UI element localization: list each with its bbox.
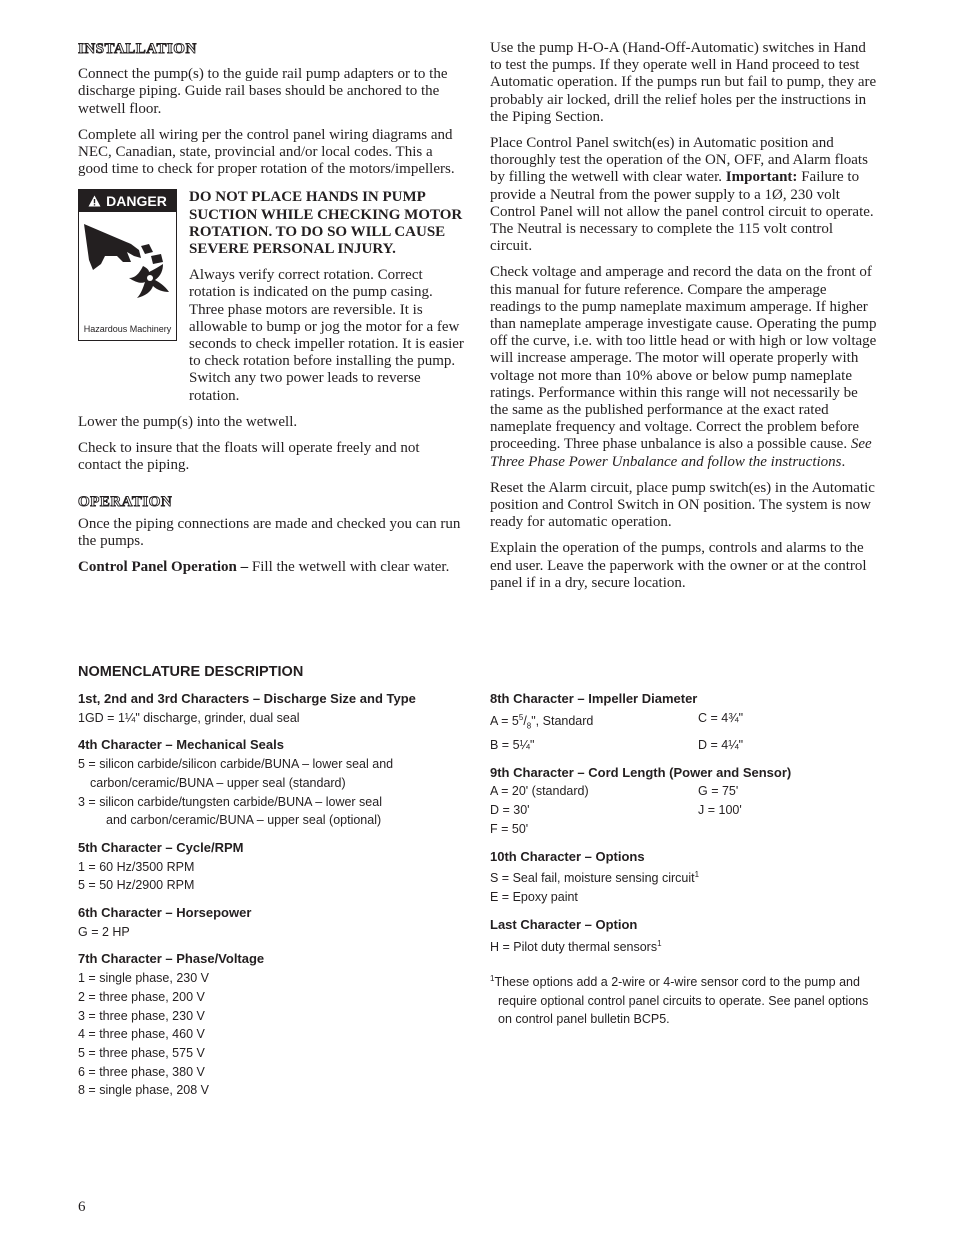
- char-8-group: 8th Character – Impeller Diameter $A = 5^5/_8$", Standard C = 4¾" B = 5¼" D = 4¼": [490, 690, 880, 755]
- char-5-group: 5th Character – Cycle/RPM 1 = 60 Hz/3500 RPM 5 = 50 Hz/2900 RPM: [78, 839, 473, 895]
- operation-paragraph-2: [78, 559, 466, 576]
- hand-impeller-icon: [79, 212, 176, 314]
- char-9-heading: 9th Character – Cord Length (Power and Sensor): [490, 764, 792, 780]
- last-char-heading: Last Character – Option: [490, 916, 638, 932]
- char-1-3-group: 1st, 2nd and 3rd Characters – Discharge Size and Type 1GD = 1¼" discharge, grinder, dual seal: [78, 690, 473, 727]
- control-panel-operation-label: Control Panel Operation –: [78, 559, 249, 576]
- danger-section: [78, 189, 466, 404]
- reset-paragraph: Reset the Alarm circuit, place pump switch(es) in the Automatic position and Control Switch in ON position. The system is now ready for automatic operation.: [490, 479, 875, 531]
- important-label: Important:: [725, 169, 798, 186]
- footnote: $^1$These options add a 2-wire or 4-wire sensor cord to the pump and require optional control panel circuits to operate. See panel options on control panel bulletin BCP5.: [490, 974, 869, 1027]
- nomenclature-left: [78, 690, 473, 1109]
- danger-caption: Hazardous Machinery: [83, 323, 172, 334]
- char-1-3-heading: 1st, 2nd and 3rd Characters – Discharge Size and Type: [78, 691, 416, 706]
- explain-paragraph: Explain the operation of the pumps, controls and alarms to the end user. Leave the paperwork with the owner or at the control panel if in a dry, secure location.: [490, 540, 867, 591]
- install-paragraph-1: Connect the pump(s) to the guide rail pump adapters or to the discharge piping. Guide rail bases should be anchored to the wetwell floor.: [78, 66, 448, 117]
- installation-heading: INSTALLATION: [78, 41, 197, 57]
- left-column: [78, 41, 466, 576]
- control-panel-operation-text: Fill the wetwell with clear water.: [248, 559, 450, 576]
- danger-bar: [79, 190, 176, 212]
- char-4-group: 4th Character – Mechanical Seals 5 = silicon carbide/silicon carbide/BUNA – lower seal and carbon/ceramic/BUNA – upper seal (standard) 3 = silicon carbide/tungsten carbide/BUNA – lower seal and carbon/ceramic/BUNA – upper seal (optional): [78, 736, 473, 830]
- char-9-group: 9th Character – Cord Length (Power and Sensor) A = 20' (standard) G = 75' D = 30' J = 100' F = 50': [490, 764, 880, 839]
- char-7-heading: 7th Character – Phase/Voltage: [78, 951, 265, 967]
- nomenclature-right: [490, 690, 880, 1028]
- danger-sign: [78, 189, 177, 341]
- install-paragraph-3: Lower the pump(s) into the wetwell.: [78, 413, 298, 430]
- list-item: 3 = three phase, 230 V: [78, 1008, 205, 1023]
- right-column: [490, 40, 878, 592]
- voltage-paragraph: Check voltage and amperage and record the data on the front of this manual for future reference. Compare the amperage readings to the pump nameplate maximum amperage. If higher than nameplate amperage investigate cause. Operating the pump off the curve, i.e. with too little head or with high or low voltage will increase amperage. The motor will operate properly with voltage not more than 10% above or below pump nameplate ratings. Performance within this range will not necessarily be the same as the published performance at the exact rated nameplate frequency and voltage. Correct the problem before proceeding. Three phase unbalance is also a possible cause. See Three Phase Power Unbalance and follow the instructions.: [490, 264, 877, 470]
- list-item: 8 = single phase, 208 V: [78, 1083, 209, 1098]
- operation-heading: OPERATION: [78, 494, 173, 511]
- char-10-group: 10th Character – Options S = Seal fail, moisture sensing circuit$^1$ E = Epoxy paint: [490, 848, 880, 907]
- char-6-group: 6th Character – Horsepower G = 2 HP: [78, 904, 473, 941]
- char-5-heading: 5th Character – Cycle/RPM: [78, 839, 244, 855]
- unbalance-reference: See Three Phase Power Unbalance and follow the instructions: [490, 436, 872, 470]
- nomenclature-title: NOMENCLATURE DESCRIPTION: [78, 664, 304, 680]
- install-paragraph-2: Complete all wiring per the control panel wiring diagrams and NEC, Canadian, state, provincial and/or local codes. This a good time to check for proper rotation of the motors/impellers.: [78, 126, 455, 178]
- char-7-group: [78, 950, 473, 1100]
- hoa-paragraph: Use the pump H-O-A (Hand-Off-Automatic) switches in Hand to test the pumps. If they operate well in Hand proceed to test Automatic operation. If the pumps run but fail to pump, they are probably air locked, drill the relief holes per the instructions in the Piping Section.: [490, 40, 877, 125]
- list-item: 6 = three phase, 380 V: [78, 1064, 205, 1079]
- danger-text-block: [189, 189, 466, 404]
- char-8-heading: 8th Character – Impeller Diameter: [490, 691, 698, 706]
- char-10-heading: 10th Character – Options: [490, 848, 645, 864]
- list-item: 1 = single phase, 230 V: [78, 971, 209, 986]
- control-panel-paragraph: Place Control Panel switch(es) in Automatic position and thoroughly test the operation of the ON, OFF, and Alarm floats by filling the wetwell with clear water. Important: Failure to provide a Neutral from the power supply to a 1Ø, 230 volt Control Panel will not allow the panel control circuit to operate. The Neutral is necessary to complete the 115 volt control circuit.: [490, 135, 874, 255]
- list-item: 2 = three phase, 200 V: [78, 989, 205, 1004]
- last-char-group: Last Character – Option H = Pilot duty thermal sensors$^1$: [490, 916, 880, 957]
- danger-label: DANGER: [106, 192, 167, 209]
- operation-paragraph-1: Once the piping connections are made and checked you can run the pumps.: [78, 515, 461, 549]
- list-item: 4 = three phase, 460 V: [78, 1027, 205, 1042]
- warning-triangle-icon: [88, 195, 101, 207]
- danger-warning: DO NOT PLACE HANDS IN PUMP SUCTION WHILE CHECKING MOTOR ROTATION. TO DO SO WILL CAUSE SEVERE PERSONAL INJURY.: [189, 189, 463, 258]
- page-number: 6: [78, 1199, 86, 1215]
- char-6-heading: 6th Character – Horsepower: [78, 905, 252, 921]
- rotation-paragraph: Always verify correct rotation. Correct rotation is indicated on the pump casing. Three phase motors are reversible. It is allowable to bump or jog the motor for a few seconds to check impeller rotation. It is easier to check rotation before installing the pump. Switch any two power leads to reverse rotation.: [189, 267, 464, 404]
- list-item: 5 = three phase, 575 V: [78, 1045, 205, 1060]
- install-paragraph-4: Check to insure that the floats will operate freely and not contact the piping.: [78, 440, 420, 474]
- char-4-heading: 4th Character – Mechanical Seals: [78, 737, 284, 753]
